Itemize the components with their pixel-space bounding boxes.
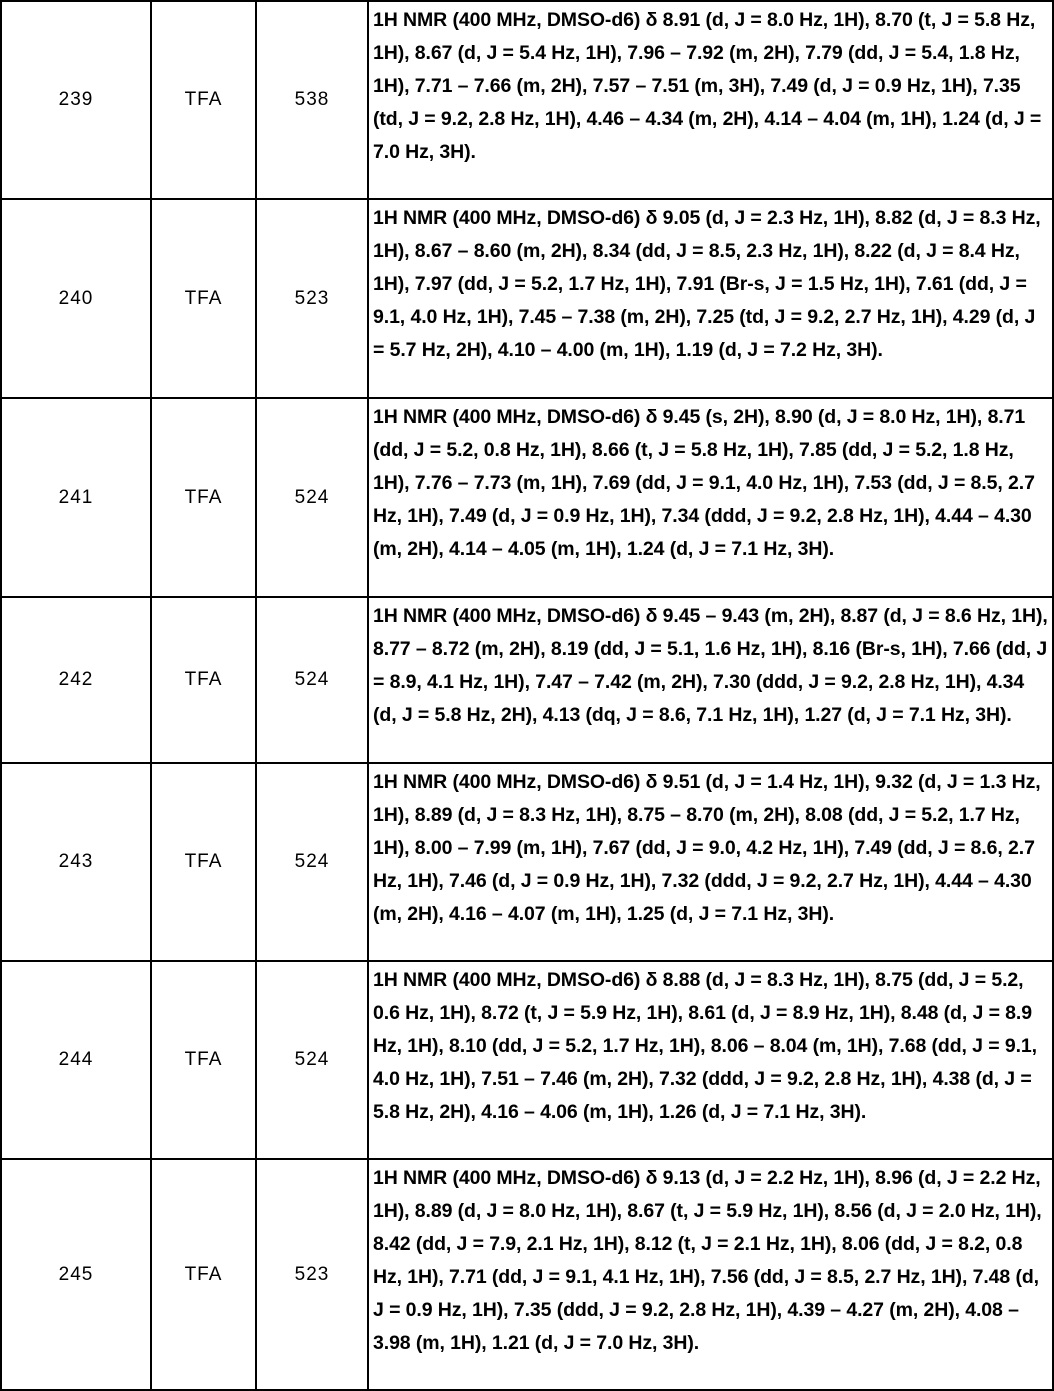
compound-number-cell: 239 bbox=[1, 1, 151, 199]
compound-number-cell: 244 bbox=[1, 961, 151, 1159]
salt-form-cell: TFA bbox=[151, 398, 256, 597]
nmr-data-cell: 1H NMR (400 MHz, DMSO-d6) δ 9.45 – 9.43 (m, 2H), 8.87 (d, J = 8.6 Hz, 1H), 8.77 – 8.72 (m, 2H), 8.19 (dd, J = 5.1, 1.6 Hz, 1H), 8.16 (Br-s, 1H), 7.66 (dd, J = 8.9, 4.1 Hz, 1H), 7.47 – 7.42 (m, 2H), 7.30 (ddd, J = 9.2, 2.8 Hz, 1H), 4.34 (d, J = 5.8 Hz, 2H), 4.13 (dq, J = 8.6, 7.1 Hz, 1H), 1.27 (d, J = 7.1 Hz, 3H). bbox=[368, 597, 1053, 763]
mass-value-cell: 524 bbox=[256, 961, 368, 1159]
salt-form-cell: TFA bbox=[151, 961, 256, 1159]
nmr-data-cell: 1H NMR (400 MHz, DMSO-d6) δ 9.51 (d, J = 1.4 Hz, 1H), 9.32 (d, J = 1.3 Hz, 1H), 8.89 (d, J = 8.3 Hz, 1H), 8.75 – 8.70 (m, 2H), 8.08 (dd, J = 5.2, 1.7 Hz, 1H), 8.00 – 7.99 (m, 1H), 7.67 (dd, J = 9.0, 4.2 Hz, 1H), 7.49 (dd, J = 8.6, 2.7 Hz, 1H), 7.46 (d, J = 0.9 Hz, 1H), 7.32 (ddd, J = 9.2, 2.7 Hz, 1H), 4.44 – 4.30 (m, 2H), 4.16 – 4.07 (m, 1H), 1.25 (d, J = 7.1 Hz, 3H). bbox=[368, 763, 1053, 961]
nmr-data-cell: 1H NMR (400 MHz, DMSO-d6) δ 9.05 (d, J = 2.3 Hz, 1H), 8.82 (d, J = 8.3 Hz, 1H), 8.67 – 8.60 (m, 2H), 8.34 (dd, J = 8.5, 2.3 Hz, 1H), 8.22 (d, J = 8.4 Hz, 1H), 7.97 (dd, J = 5.2, 1.7 Hz, 1H), 7.91 (Br-s, J = 1.5 Hz, 1H), 7.61 (dd, J = 9.1, 4.0 Hz, 1H), 7.45 – 7.38 (m, 2H), 7.25 (td, J = 9.2, 2.7 Hz, 1H), 4.29 (d, J = 5.7 Hz, 2H), 4.10 – 4.00 (m, 1H), 1.19 (d, J = 7.2 Hz, 3H). bbox=[368, 199, 1053, 398]
nmr-data-cell: 1H NMR (400 MHz, DMSO-d6) δ 8.88 (d, J = 8.3 Hz, 1H), 8.75 (dd, J = 5.2, 0.6 Hz, 1H), 8.72 (t, J = 5.9 Hz, 1H), 8.61 (d, J = 8.9 Hz, 1H), 8.48 (d, J = 8.9 Hz, 1H), 8.10 (dd, J = 5.2, 1.7 Hz, 1H), 8.06 – 8.04 (m, 1H), 7.68 (dd, J = 9.1, 4.0 Hz, 1H), 7.51 – 7.46 (m, 2H), 7.32 (ddd, J = 9.2, 2.8 Hz, 1H), 4.38 (d, J = 5.8 Hz, 2H), 4.16 – 4.06 (m, 1H), 1.26 (d, J = 7.1 Hz, 3H). bbox=[368, 961, 1053, 1159]
compound-number-cell: 240 bbox=[1, 199, 151, 398]
compound-number-cell: 245 bbox=[1, 1159, 151, 1390]
table-row bbox=[1, 763, 1053, 961]
table-row bbox=[1, 597, 1053, 763]
table-row bbox=[1, 1, 1053, 199]
salt-form-cell: TFA bbox=[151, 1, 256, 199]
compound-number-cell: 243 bbox=[1, 763, 151, 961]
mass-value-cell: 523 bbox=[256, 1159, 368, 1390]
salt-form-cell: TFA bbox=[151, 763, 256, 961]
mass-value-cell: 524 bbox=[256, 398, 368, 597]
table-row bbox=[1, 398, 1053, 597]
table-row bbox=[1, 961, 1053, 1159]
table-row bbox=[1, 1159, 1053, 1390]
mass-value-cell: 524 bbox=[256, 597, 368, 763]
compound-number-cell: 241 bbox=[1, 398, 151, 597]
mass-value-cell: 524 bbox=[256, 763, 368, 961]
mass-value-cell: 538 bbox=[256, 1, 368, 199]
compound-data-table bbox=[0, 0, 1054, 1391]
compound-number-cell: 242 bbox=[1, 597, 151, 763]
mass-value-cell: 523 bbox=[256, 199, 368, 398]
salt-form-cell: TFA bbox=[151, 1159, 256, 1390]
nmr-data-cell: 1H NMR (400 MHz, DMSO-d6) δ 8.91 (d, J = 8.0 Hz, 1H), 8.70 (t, J = 5.8 Hz, 1H), 8.67 (d, J = 5.4 Hz, 1H), 7.96 – 7.92 (m, 2H), 7.79 (dd, J = 5.4, 1.8 Hz, 1H), 7.71 – 7.66 (m, 2H), 7.57 – 7.51 (m, 3H), 7.49 (d, J = 0.9 Hz, 1H), 7.35 (td, J = 9.2, 2.8 Hz, 1H), 4.46 – 4.34 (m, 2H), 4.14 – 4.04 (m, 1H), 1.24 (d, J = 7.0 Hz, 3H). bbox=[368, 1, 1053, 199]
salt-form-cell: TFA bbox=[151, 597, 256, 763]
table-body bbox=[1, 1, 1053, 1390]
nmr-data-cell: 1H NMR (400 MHz, DMSO-d6) δ 9.45 (s, 2H), 8.90 (d, J = 8.0 Hz, 1H), 8.71 (dd, J = 5.2, 0.8 Hz, 1H), 8.66 (t, J = 5.8 Hz, 1H), 7.85 (dd, J = 5.2, 1.8 Hz, 1H), 7.76 – 7.73 (m, 1H), 7.69 (dd, J = 9.1, 4.0 Hz, 1H), 7.53 (dd, J = 8.5, 2.7 Hz, 1H), 7.49 (d, J = 0.9 Hz, 1H), 7.34 (ddd, J = 9.2, 2.8 Hz, 1H), 4.44 – 4.30 (m, 2H), 4.14 – 4.05 (m, 1H), 1.24 (d, J = 7.1 Hz, 3H). bbox=[368, 398, 1053, 597]
nmr-data-cell: 1H NMR (400 MHz, DMSO-d6) δ 9.13 (d, J = 2.2 Hz, 1H), 8.96 (d, J = 2.2 Hz, 1H), 8.89 (d, J = 8.0 Hz, 1H), 8.67 (t, J = 5.9 Hz, 1H), 8.56 (d, J = 2.0 Hz, 1H), 8.42 (dd, J = 7.9, 2.1 Hz, 1H), 8.12 (t, J = 2.1 Hz, 1H), 8.06 (dd, J = 8.2, 0.8 Hz, 1H), 7.71 (dd, J = 9.1, 4.1 Hz, 1H), 7.56 (dd, J = 8.5, 2.7 Hz, 1H), 7.48 (d, J = 0.9 Hz, 1H), 7.35 (ddd, J = 9.2, 2.8 Hz, 1H), 4.39 – 4.27 (m, 2H), 4.08 – 3.98 (m, 1H), 1.21 (d, J = 7.0 Hz, 3H). bbox=[368, 1159, 1053, 1390]
table-row bbox=[1, 199, 1053, 398]
salt-form-cell: TFA bbox=[151, 199, 256, 398]
